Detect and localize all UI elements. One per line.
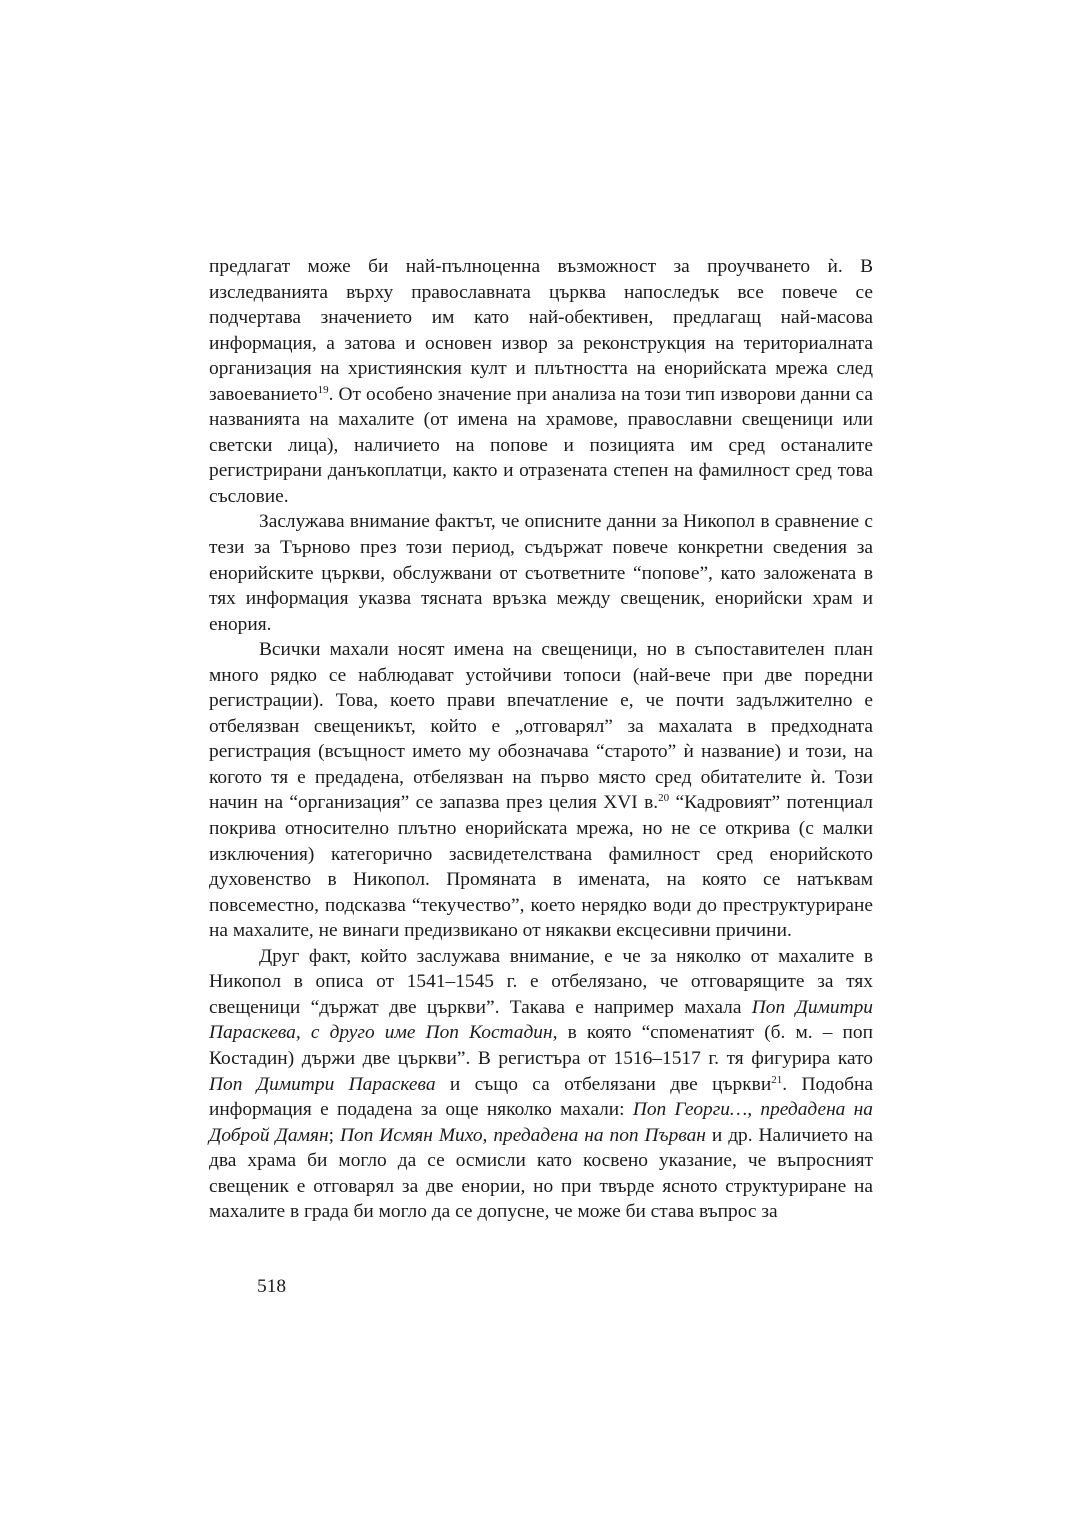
paragraph-4-text-f: и др. Наличието на два храма би могло да се осмисли като косвено указание, че въпросният свещеник е отговарял за две енории, но при твърде ясното структуриране на махалите в града би могло да се допусне, че може би става въпрос за xyxy=(209,1124,873,1223)
paragraph-4-italic-d: Поп Исмян Михо, предадена на поп Първан xyxy=(339,1124,706,1146)
paragraph-3 xyxy=(209,637,873,944)
paragraph-4 xyxy=(209,944,873,1225)
paragraph-2-text: Заслужава внимание фактът, че описните данни за Никопол в сравнение с тези за Търново през този период, съдържат повече конкретни сведения за енорийските църкви, обслужвани от съответните “попове”, като заложената в тях информация указва тясната връзка между свещеник, енорийски храм и енория. xyxy=(209,511,873,635)
paragraph-4-text-a: Друг факт, който заслужава внимание, е че за няколко от махалите в Никопол в описа от 1541–1545 г. е отбелязано, че отговарящите за тях свещеници “държат две църкви”. Такава е например махала xyxy=(209,945,873,1018)
page-number: 518 xyxy=(257,1276,287,1297)
paragraph-1 xyxy=(209,254,873,509)
footnote-ref-21: 21 xyxy=(771,1073,783,1086)
paragraph-4-text-b: , в която “споменатият (б. м. – поп Костадин) държи две църкви”. В регистъра от 1516–1517 г. тя фигурира като xyxy=(209,1022,873,1069)
paragraph-4-text-d: . Подобна информация е подадена за още няколко махали: xyxy=(209,1073,873,1121)
paragraph-4-text-e: ; xyxy=(328,1124,340,1146)
footnote-ref-19: 19 xyxy=(317,383,329,396)
footnote-ref-20: 20 xyxy=(658,792,670,805)
paragraph-3-text-b: “Кадровият” потенциал покрива относително плътно енорийската мрежа, но не се открива (с малки изключения) категорично засвидетелствана фамилност сред енорийското духовенство в Никопол. Промяната в имената, на която се натъквам повсеместно, подсказва “текучество”, което нерядко води до преструктуриране на махалите, не винаги предизвикано от някакви ексцесивни причини. xyxy=(209,792,873,942)
paragraph-4-italic-a: Поп Димитри Параскева, с друго име Поп Костадин xyxy=(209,996,873,1044)
paragraph-2 xyxy=(209,509,873,637)
paragraph-4-text-c: и също са отбелязани две църкви xyxy=(435,1073,772,1095)
paragraph-4-italic-c: Поп Георги…, предадена на Доброй Дамян xyxy=(209,1099,873,1146)
paragraph-3-text-a: Всички махали носят имена на свещеници, но в съпоставителен план много рядко се наблюдават устойчиви топоси (най-вече при две поредни регистрации). Това, което прави впечатление е, че почти задължително е отбелязван свещеникът, който е „отговарял” за махалата в предходната регистрация (всъщност името му обозначава “старото” ѝ название) и този, на когото тя е предадена, отбелязван на първо място сред обитателите ѝ. Този начин на “организация” се запазва през целия XVI в. xyxy=(209,639,873,814)
paragraph-1-text-a: предлагат може би най-пълноценна възможност за проучването ѝ. В изследванията върху православната църква напоследък все повече се подчертава значението им като най-обективен, предлагащ най-масова информация, а затова и основен извор за реконструкция на териториалната организация на християнския култ и плътността на енорийската мрежа след завоеванието xyxy=(209,256,873,405)
body-text xyxy=(209,254,873,1225)
paragraph-1-text-b: . От особено значение при анализа на този тип изворови данни са названията на махалите (от имена на храмове, православни свещеници или светски лица), наличието на попове и позицията им сред останалите регистрирани данъкоплатци, както и отразената степен на фамилност сред това съсловие. xyxy=(209,383,873,507)
paragraph-4-italic-b: Поп Димитри Параскева xyxy=(209,1073,436,1095)
